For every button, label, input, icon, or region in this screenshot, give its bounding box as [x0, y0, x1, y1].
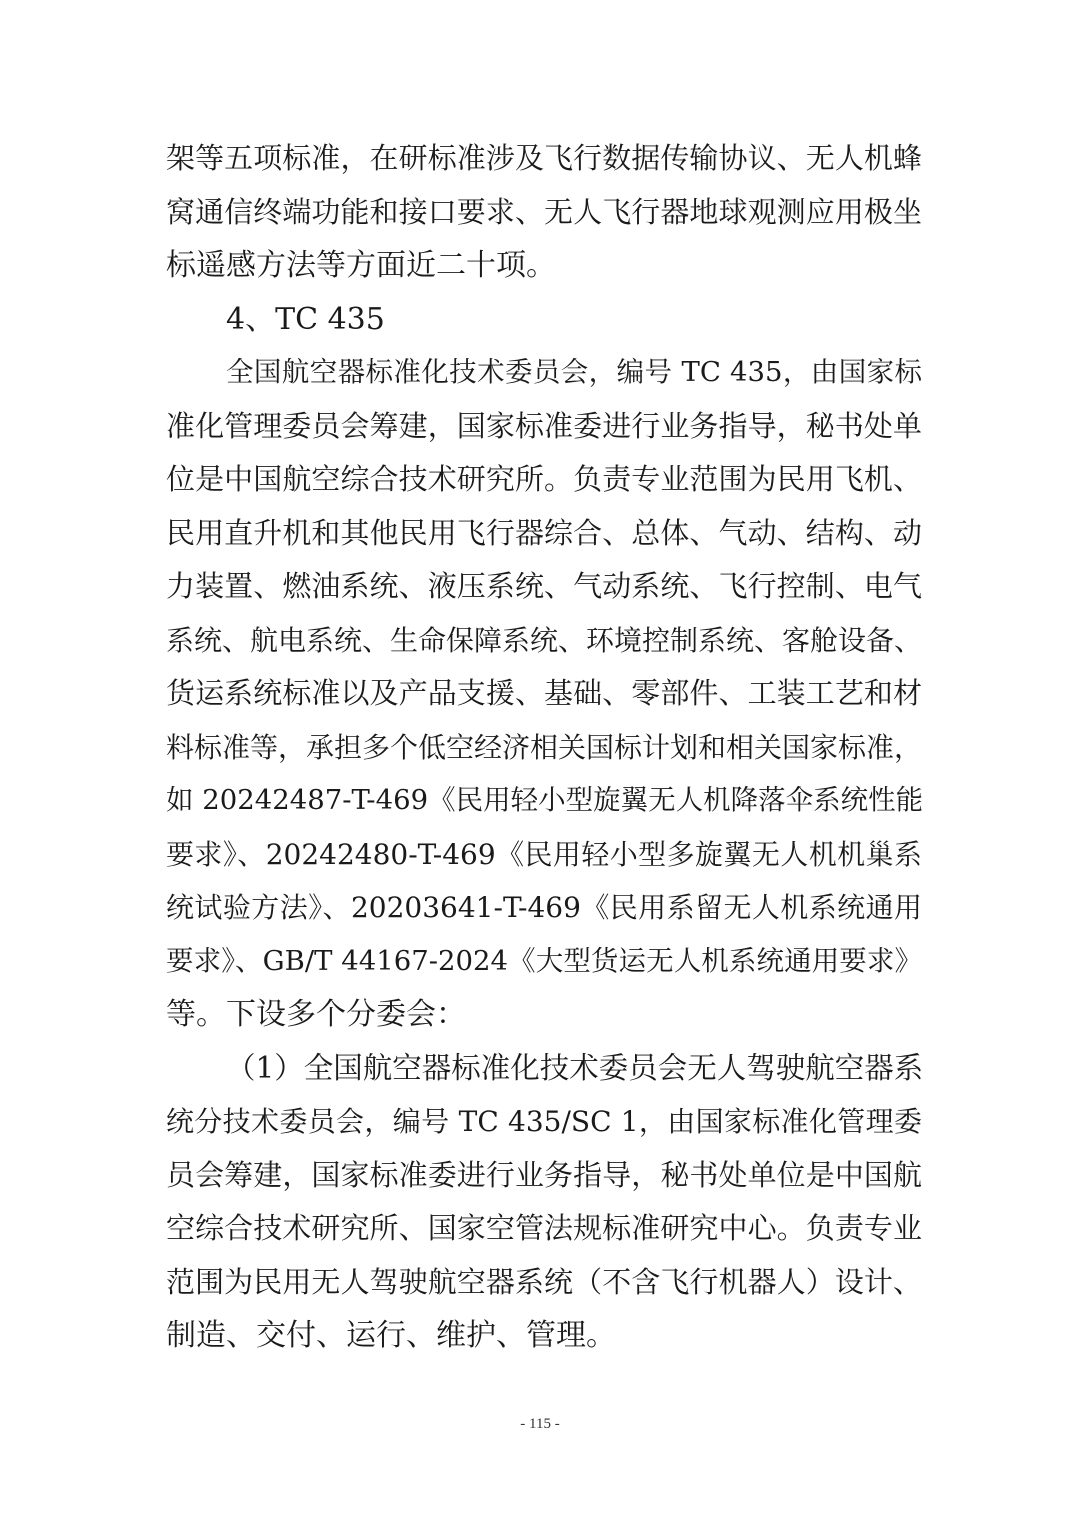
text-line: 系统、航电系统、生命保障系统、环境控制系统、客舱设备、 [166, 623, 923, 657]
text-line: 民用直升机和其他民用飞行器综合、总体、气动、结构、动 [166, 515, 922, 550]
text-line: 要求》、GB/T 44167-2024《大型货运无人机系统通用要求》 [166, 944, 922, 977]
text-line: 统分技术委员会，编号 TC 435/SC 1，由国家标准化管理委 [166, 1105, 922, 1138]
text-line: 力装置、燃油系统、液压系统、气动系统、飞行控制、电气 [166, 569, 922, 603]
text-line: 料标准等，承担多个低空经济相关国标计划和相关国家标准， [166, 730, 923, 764]
text-line: 空综合技术研究所、国家空管法规标准研究中心。负责专业 [166, 1211, 922, 1245]
section-heading: 4、TC 435 [226, 301, 385, 337]
text-line: 范围为民用无人驾驶航空器系统（不含飞行机器人）设计、 [166, 1264, 922, 1299]
text-line: 等。下设多个分委会： [166, 997, 466, 1032]
text-line: 员会筹建，国家标准委进行业务指导，秘书处单位是中国航 [166, 1157, 922, 1192]
text-line: （1）全国航空器标准化技术委员会无人驾驶航空器系 [226, 1050, 924, 1085]
text-line: 制造、交付、运行、维护、管理。 [166, 1318, 616, 1353]
body-text [166, 132, 922, 1363]
text-line: 标遥感方法等方面近二十项。 [166, 248, 556, 283]
text-line: 窝通信终端功能和接口要求、无人飞行器地球观测应用极坐 [166, 194, 922, 229]
text-line: 统试验方法》、20203641-T-469《民用系留无人机系统通用 [166, 891, 922, 924]
text-line: 如 20242487-T-469《民用轻小型旋翼无人机降落伞系统性能 [166, 784, 924, 816]
text-line: 位是中国航空综合技术研究所。负责专业范围为民用飞机、 [166, 462, 922, 496]
text-line: 架等五项标准，在研标准涉及飞行数据传输协议、无人机蜂 [166, 141, 922, 175]
text-line: 要求》、20242480-T-469《民用轻小型多旋翼无人机机巢系 [166, 837, 922, 871]
text-line: 全国航空器标准化技术委员会，编号 TC 435，由国家标 [226, 356, 922, 388]
text-line: 准化管理委员会筹建，国家标准委进行业务指导，秘书处单 [166, 408, 922, 443]
page-number: - 115 - [520, 1416, 560, 1432]
text-line: 货运系统标准以及产品支援、基础、零部件、工装工艺和材 [166, 676, 922, 710]
